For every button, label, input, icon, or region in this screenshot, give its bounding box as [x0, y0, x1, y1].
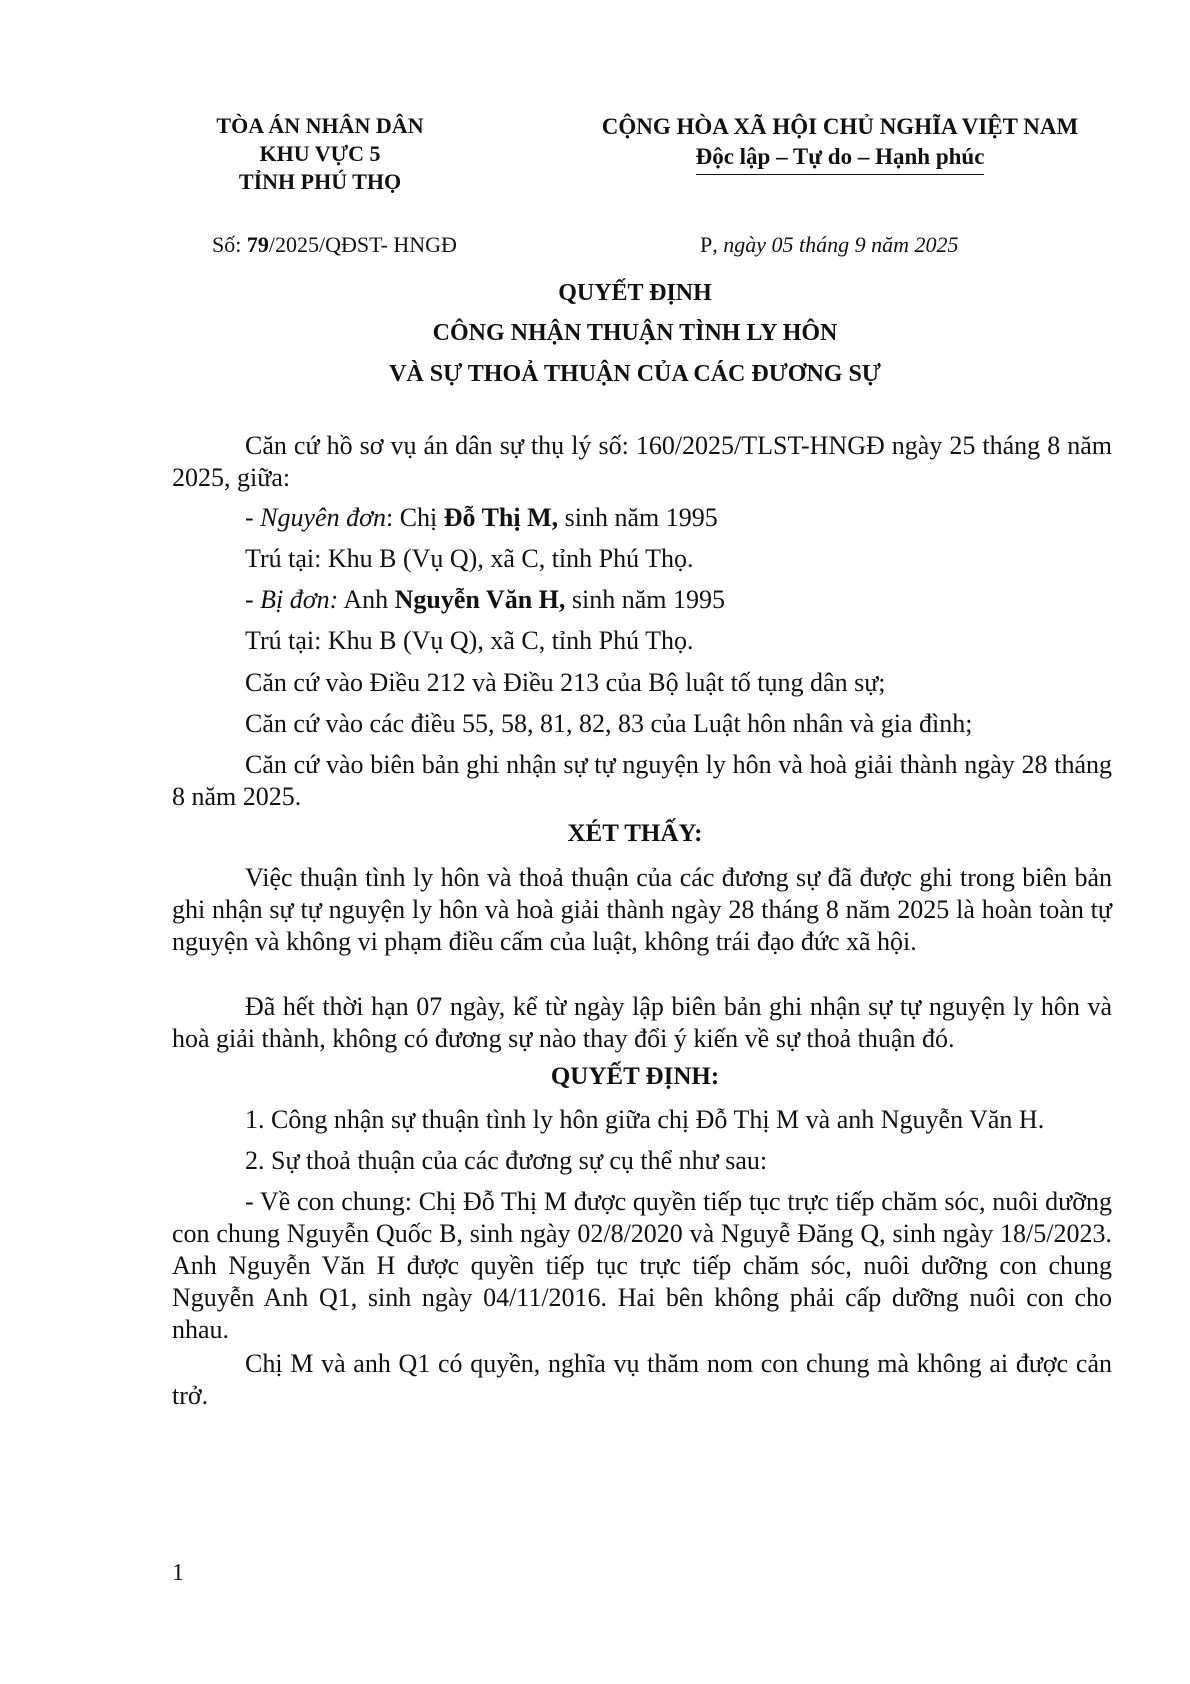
- plaintiff-address: Trú tại: Khu B (Vụ Q), xã C, tỉnh Phú Thọ.: [245, 544, 694, 573]
- plaintiff-label: - Nguyên đơn: [245, 503, 386, 532]
- plaintiff-line: [172, 502, 1185, 534]
- findings-paragraph-1: Việc thuận tình ly hôn và thoả thuận của các đương sự đã được ghi trong biên bản ghi nhận sự tự nguyện ly hôn và hoà giải thành ngày 28 tháng 8 năm 2025 là hoàn toàn tự nguyện và không vi phạm điều cấm của luật, không trái đạo đức xã hội.: [172, 863, 1112, 956]
- findings-paragraph-2: Đã hết thời hạn 07 ngày, kể từ ngày lập biên bản ghi nhận sự tự nguyện ly hôn và hoà giải thành, không có đương sự nào thay đổi ý kiến về sự thoả thuận đó.: [172, 992, 1112, 1053]
- document-subtitle-line1: CÔNG NHẬN THUẬN TÌNH LY HÔN: [432, 320, 838, 346]
- decision-date-text: , ngày 05 tháng 9 năm 2025: [712, 232, 959, 257]
- plaintiff-name: Đỗ Thị M,: [443, 503, 559, 532]
- court-header: [190, 112, 450, 196]
- plaintiff-birth: sinh năm 1995: [558, 503, 718, 532]
- document-subtitle-line2: VÀ SỰ THOẢ THUẬN CỦA CÁC ĐƯƠNG SỰ: [389, 361, 881, 387]
- decision-item-1: 1. Công nhận sự thuận tình ly hôn giữa chị Đỗ Thị M và anh Nguyễn Văn H.: [245, 1105, 1045, 1134]
- legal-basis-2: Căn cứ vào các điều 55, 58, 81, 82, 83 của Luật hôn nhân và gia đình;: [245, 709, 973, 738]
- defendant-birth: sinh năm 1995: [565, 585, 725, 614]
- defendant-prefix: Anh: [338, 585, 395, 614]
- defendant-label: - Bị đơn:: [245, 585, 339, 614]
- decision-number-suffix: /2025/QĐST- HNGĐ: [268, 232, 457, 257]
- decision-number-value: 79: [246, 232, 269, 257]
- decision-date-place: P: [700, 232, 713, 257]
- plaintiff-prefix: : Chị: [385, 503, 444, 532]
- findings-heading: XÉT THẤY:: [567, 820, 703, 847]
- case-basis-paragraph: Căn cứ hồ sơ vụ án dân sự thụ lý số: 160/2025/TLST-HNGĐ ngày 25 tháng 8 năm 2025, giữa:: [172, 431, 1112, 492]
- decision-item-2: 2. Sự thoả thuận của các đương sự cụ thể như sau:: [245, 1146, 768, 1175]
- children-custody-paragraph: - Về con chung: Chị Đỗ Thị M được quyền tiếp tục trực tiếp chăm sóc, nuôi dưỡng con chung Nguyễn Quốc B, sinh ngày 02/8/2020 và Nguyễ Đăng Q, sinh ngày 18/5/2023. Anh Nguyễn Văn H được quyền tiếp tục trực tiếp chăm sóc, nuôi dưỡng con chung Nguyễn Anh Q1, sinh ngày 04/11/2016. Hai bên không phải cấp dưỡng nuôi con cho nhau.: [172, 1187, 1112, 1344]
- decision-heading: QUYẾT ĐỊNH:: [550, 1063, 720, 1090]
- document-title: QUYẾT ĐỊNH: [558, 280, 712, 306]
- court-name-line2: KHU VỰC 5: [259, 141, 381, 166]
- legal-basis-1: Căn cứ vào Điều 212 và Điều 213 của Bộ luật tố tụng dân sự;: [245, 668, 886, 697]
- page-number: 1: [172, 1560, 184, 1586]
- decision-date: [700, 232, 959, 258]
- court-name-line3: TỈNH PHÚ THỌ: [238, 169, 402, 194]
- defendant-line: [172, 584, 1185, 616]
- defendant-address: Trú tại: Khu B (Vụ Q), xã C, tỉnh Phú Thọ.: [245, 626, 694, 655]
- decision-number-prefix: Số:: [212, 232, 247, 257]
- defendant-name: Nguyễn Văn H,: [394, 585, 566, 614]
- nation-motto: Độc lập – Tự do – Hạnh phúc: [696, 142, 985, 175]
- nation-name: CỘNG HÒA XÃ HỘI CHỦ NGHĨA VIỆT NAM: [601, 114, 1079, 139]
- court-name-line1: TÒA ÁN NHÂN DÂN: [216, 113, 424, 138]
- legal-basis-3: Căn cứ vào biên bản ghi nhận sự tự nguyện ly hôn và hoà giải thành ngày 28 tháng 8 năm 2025.: [172, 750, 1112, 811]
- national-header: [560, 112, 1120, 175]
- visitation-paragraph: Chị M và anh Q1 có quyền, nghĩa vụ thăm nom con chung mà không ai được cản trở.: [172, 1349, 1112, 1410]
- decision-number: [212, 232, 457, 258]
